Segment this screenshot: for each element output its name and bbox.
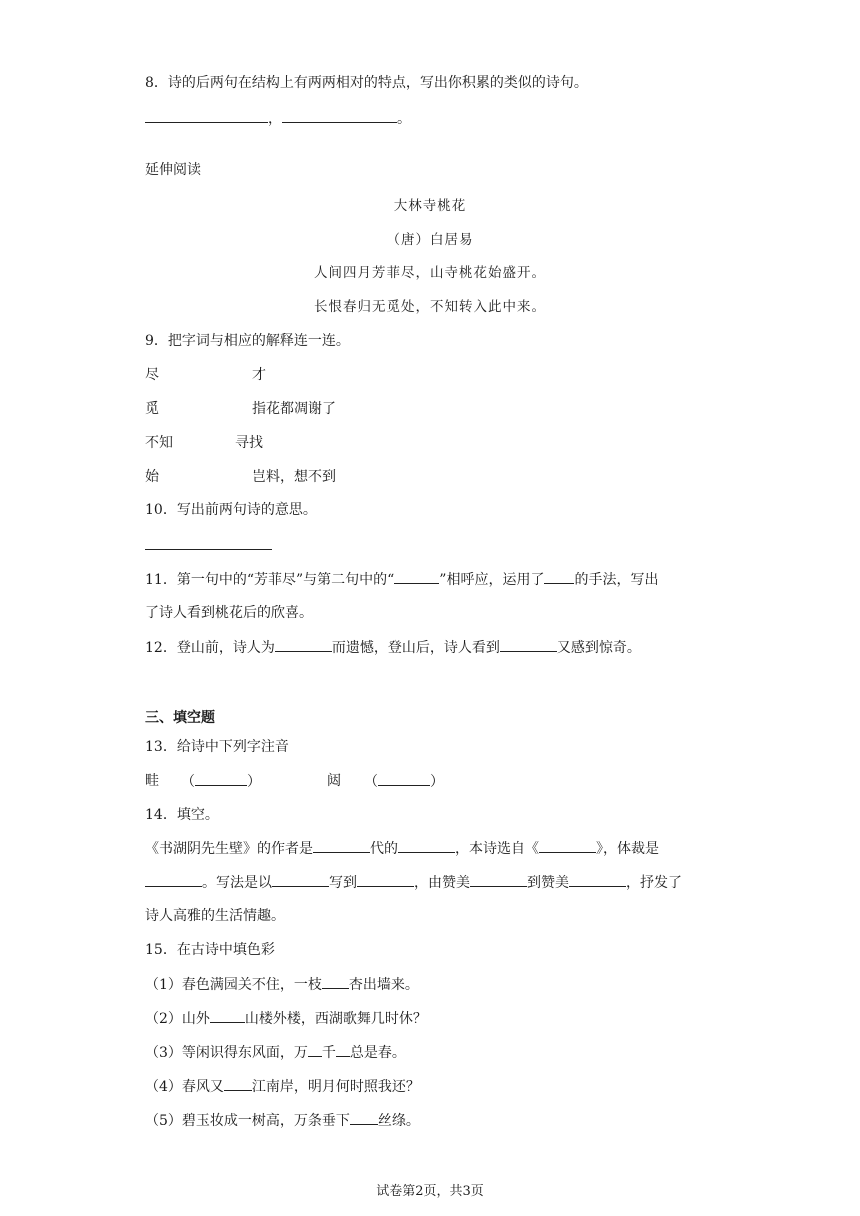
q10-prompt: 10．写出前两句诗的意思。	[145, 502, 317, 518]
match-meaning[interactable]: 指花都凋谢了	[252, 401, 336, 417]
q15-item: （3）等闲识得东风面，万 千 总是春。	[145, 1042, 406, 1063]
answer-blank[interactable]	[378, 771, 430, 786]
answer-blank[interactable]	[308, 1042, 322, 1057]
answer-blank[interactable]	[336, 1042, 350, 1057]
answer-blank[interactable]	[145, 108, 268, 123]
answer-blank[interactable]	[210, 1008, 245, 1023]
section-title: 三、填空题	[145, 710, 215, 726]
poem-line-2: 长恨春归无觅处，不知转入此中来。	[314, 299, 546, 315]
answer-blank[interactable]	[539, 838, 596, 853]
page-footer: 试卷第2页，共3页	[376, 1184, 484, 1199]
poem-author: （唐）白居易	[386, 232, 474, 248]
match-word[interactable]: 始	[145, 469, 159, 485]
match-word[interactable]: 尽	[145, 367, 159, 383]
q15-item: （4）春风又 江南岸，明月何时照我还？	[145, 1076, 420, 1097]
poem-title: 大林寺桃花	[393, 198, 467, 214]
q9-prompt: 9．把字词与相应的解释连一连。	[145, 333, 350, 349]
q14-prompt: 14．填空。	[145, 807, 219, 823]
answer-blank[interactable]	[195, 771, 247, 786]
q8-prompt: 8．诗的后两句在结构上有两两相对的特点，写出你积累的类似的诗句。	[145, 75, 588, 91]
answer-blank[interactable]	[322, 974, 349, 989]
q15-item: （2）山外 山楼外楼，西湖歌舞几时休？	[145, 1008, 427, 1029]
answer-blank[interactable]	[394, 569, 439, 584]
q8-answer-line: ， 。	[145, 108, 411, 129]
answer-blank[interactable]	[272, 872, 329, 887]
answer-blank[interactable]	[350, 1110, 378, 1125]
answer-blank[interactable]	[398, 838, 455, 853]
answer-line[interactable]	[145, 549, 272, 550]
match-meaning[interactable]: 才	[252, 367, 266, 383]
q11-line-1: 11．第一句中的“芳菲尽”与第二句中的“ ”相呼应，运用了 的手法，写出	[145, 569, 658, 590]
answer-blank[interactable]	[313, 838, 370, 853]
q14-line-1: 《书湖阴先生壁》的作者是 代的 ，本诗选自《 》，体裁是	[145, 838, 659, 859]
answer-blank[interactable]	[470, 872, 527, 887]
q15-item: （1）春色满园关不住，一枝 杏出墙来。	[145, 974, 419, 995]
q15-item: （5）碧玉妆成一树高，万条垂下 丝绦。	[145, 1110, 420, 1131]
answer-blank[interactable]	[544, 569, 574, 584]
answer-blank[interactable]	[500, 637, 557, 652]
reading-heading: 延伸阅读	[145, 162, 201, 178]
q13-prompt: 13．给诗中下列字注音	[145, 739, 289, 755]
answer-blank[interactable]	[145, 872, 202, 887]
answer-blank[interactable]	[282, 108, 397, 123]
q15-prompt: 15．在古诗中填色彩	[145, 942, 275, 958]
q13-char-1: 畦	[145, 773, 159, 789]
match-meaning[interactable]: 寻找	[235, 435, 263, 451]
q13-pinyin-1: （ ）	[181, 771, 261, 792]
match-word[interactable]: 觅	[145, 401, 159, 417]
q13-pinyin-2: （ ）	[364, 771, 444, 792]
poem-line-1: 人间四月芳菲尽，山寺桃花始盛开。	[314, 265, 546, 281]
q14-line-3: 诗人高雅的生活情趣。	[145, 908, 285, 924]
answer-blank[interactable]	[275, 637, 332, 652]
q12-line: 12．登山前，诗人为 而遗憾，登山后，诗人看到 又感到惊奇。	[145, 637, 641, 658]
q11-line-2: 了诗人看到桃花后的欣喜。	[145, 605, 313, 621]
match-word[interactable]: 不知	[145, 435, 173, 451]
answer-blank[interactable]	[569, 872, 626, 887]
match-meaning[interactable]: 岂料，想不到	[252, 469, 336, 485]
answer-blank[interactable]	[224, 1076, 252, 1091]
q14-line-2: 。写法是以 写到 ，由赞美 到赞美 ，抒发了	[145, 872, 682, 893]
q13-char-2: 闼	[327, 773, 341, 789]
answer-blank[interactable]	[357, 872, 414, 887]
